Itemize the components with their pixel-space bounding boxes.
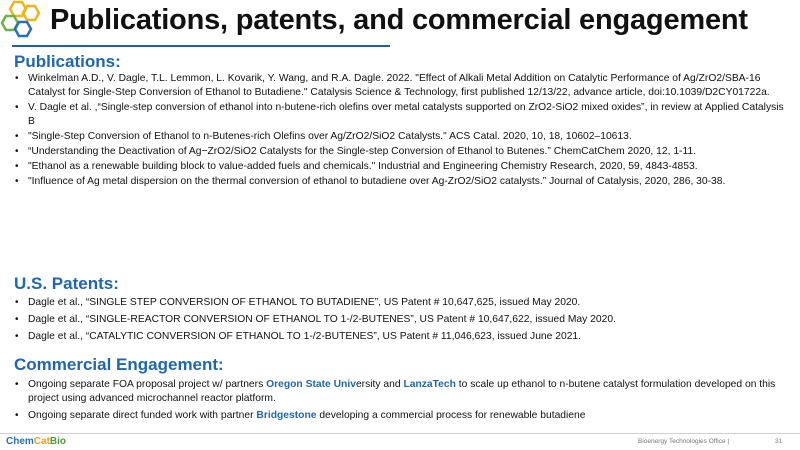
patents-list (14, 296, 786, 348)
list-item (14, 72, 786, 100)
publication-text: "Ethanol as a renewable building block to value-added fuels and chemicals." Industrial and Engineering Chemistry Research, 2020, 59, 4843-4853. (28, 161, 698, 173)
logo-text-chem: Chem (6, 436, 34, 447)
page-number: 31 (775, 438, 783, 445)
commercial-text-mid: ersity and (355, 379, 404, 390)
chemcatbio-logo (6, 436, 66, 447)
publications-list (14, 72, 786, 190)
list-item (14, 160, 786, 174)
commercial-heading: Commercial Engagement: (14, 355, 224, 374)
bullet-icon: • (15, 102, 19, 114)
bullet-icon: • (15, 314, 19, 326)
footer-divider (0, 433, 800, 434)
commercial-text-pre: Ongoing separate FOA proposal project w/ partners (28, 379, 267, 390)
commercial-text-post: developing a commercial process for renewable butadiene (316, 410, 586, 422)
commercial-text-post: to scale up ethanol to n-butene catalyst formulation developed on this project using advanced microchannel reactor platform. (28, 379, 776, 405)
patent-text: Dagle et al., “SINGLE-REACTOR CONVERSION OF ETHANOL TO 1-/2-BUTENES”, US Patent # 10,647,622, issued May 2020. (28, 314, 616, 326)
list-item (14, 409, 786, 423)
bullet-icon: • (15, 297, 19, 308)
patent-text: Dagle et al., “SINGLE STEP CONVERSION OF ETHANOL TO BUTADIENE”, US Patent # 10,647,625, issued May 2020. (28, 297, 581, 308)
hexagon-cluster-logo-icon (0, 0, 46, 46)
publication-text: Winkelman A.D., V. Dagle, T.L. Lemmon, L. Kovarik, Y. Wang, and R.A. Dagle. 2022. "Effect of Alkali Metal Addition on Catalytic Performance of Ag/ZrO2/SBA-16 Catalyst for Single-Step Conversion of Ethanol to Butadiene." Catalysis Science & Technology, first published 12/13/22, advance article, doi:10.1039/D2CY01722a. (28, 73, 770, 99)
list-item (14, 145, 786, 159)
partner-oregon-state: Oregon State Univ (266, 379, 356, 390)
partner-bridgestone: Bridgestone (256, 410, 317, 422)
bullet-icon: • (15, 176, 19, 188)
list-item (14, 101, 786, 129)
slide-title: Publications, patents, and commercial engagement (50, 4, 748, 36)
list-item (14, 175, 786, 189)
commercial-list (14, 378, 786, 427)
list-item (14, 378, 786, 406)
bullet-icon: • (15, 379, 19, 390)
footer-office-label: Bioenergy Technologies Office | (638, 438, 730, 445)
publication-text: "Single-Step Conversion of Ethanol to n-Butenes-rich Olefins over Ag/ZrO2/SiO2 Catalysts." ACS Catal. 2020, 10, 18, 10602–10613. (28, 131, 632, 143)
patent-text: Dagle et al., “CATALYTIC CONVERSION OF ETHANOL TO 1-/2-BUTENES”, US Patent # 11,046,623, issued June 2021. (28, 331, 582, 343)
bullet-icon: • (15, 161, 19, 173)
publications-heading: Publications: (14, 52, 121, 71)
partner-lanzatech: LanzaTech (403, 379, 456, 390)
list-item (14, 130, 786, 144)
logo-text-cat: Cat (33, 436, 50, 447)
list-item (14, 330, 786, 344)
patents-heading: U.S. Patents: (14, 274, 119, 293)
list-item (14, 296, 786, 310)
title-underline (12, 45, 390, 47)
list-item (14, 313, 786, 327)
publication-text: “Understanding the Deactivation of Ag−ZrO2/SiO2 Catalysts for the Single-step Conversion of Ethanol to Butenes.” ChemCatChem 2020, 12, 1-11. (28, 146, 697, 158)
logo-text-bio: Bio (49, 436, 67, 447)
publication-text: V. Dagle et al. ,“Single-step conversion of ethanol into n-butene-rich olefins over metal catalysts supported on ZrO2-SiO2 mixed oxides”, in review at Applied Catalysis B (28, 102, 784, 128)
bullet-icon: • (15, 131, 19, 143)
bullet-icon: • (15, 410, 19, 422)
bullet-icon: • (15, 146, 19, 158)
publication-text: "Influence of Ag metal dispersion on the thermal conversion of ethanol to butadiene over Ag-ZrO2/SiO2 catalysts.” Journal of Catalysis, 2020, 286, 30-38. (28, 176, 726, 188)
bullet-icon: • (15, 331, 19, 343)
bullet-icon: • (15, 73, 19, 84)
commercial-text-pre: Ongoing separate direct funded work with partner (28, 410, 257, 422)
